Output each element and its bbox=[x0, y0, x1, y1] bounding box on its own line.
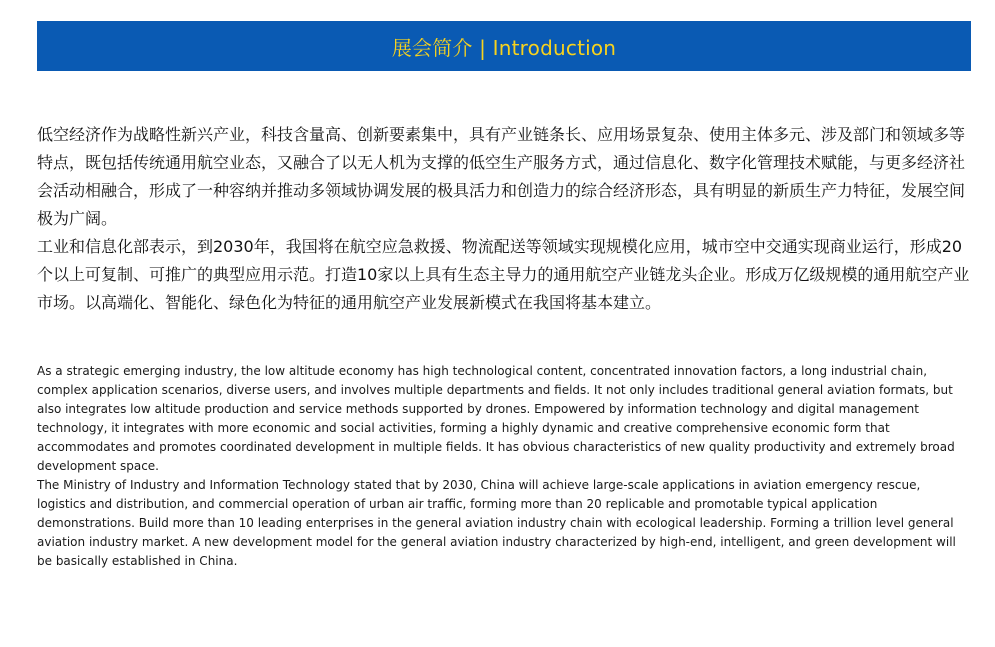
english-paragraph-2: technology, it integrates with more economic and social activities, forming a highly dynamic and creative comprehensive economic form that accommodates and promotes coordinated development in multiple fields. It has obvious characteristics of new quality productivity and extremely broad development space. bbox=[37, 421, 955, 473]
chinese-paragraph-2: 工业和信息化部表示，到2030年，我国将在航空应急救援、物流配送等领域实现规模化应用，城市空中交通实现商业运行，形成20个以上可复制、可推广的典型应用示范。打造10家以上具有生态主导力的通用航空产业链龙头企业。形成万亿级规模的通用航空产业市场。以高端化、智能化、绿色化为特征的通用航空产业发展新模式在我国将基本建立。 bbox=[37, 237, 970, 312]
chinese-paragraph-1: 低空经济作为战略性新兴产业，科技含量高、创新要素集中，具有产业链条长、应用场景复杂、使用主体多元、涉及部门和领域多等特点，既包括传统通用航空业态，又融合了以无人机为支撑的低空生产服务方式，通过信息化、数字化管理技术赋能，与更多经济社会活动相融合，形成了一种容纳并推动多领域协调发展的极具活力和创造力的综合经济形态，具有明显的新质生产力特征，发展空间极为广阔。 bbox=[37, 125, 966, 228]
intro-header-title: 展会简介 | Introduction bbox=[391, 35, 617, 60]
english-paragraph-1: As a strategic emerging industry, the low altitude economy has high technological content, concentrated innovation factors, a long industrial chain, complex application scenarios, diverse users, and involves multiple departments and fields. It not only includes traditional general aviation formats, but also integrates low altitude production and service methods supported by drones. Empowered by information technology and digital management bbox=[37, 364, 953, 416]
intro-header-banner bbox=[37, 21, 971, 71]
chinese-intro-text bbox=[37, 121, 973, 317]
english-intro-text bbox=[37, 362, 967, 571]
english-paragraph-3: The Ministry of Industry and Information Technology stated that by 2030, China will achieve large-scale applications in aviation emergency rescue, logistics and distribution, and commercial operation of urban air traffic, forming more than 20 replicable and promotable typical application demonstrations. Build more than 10 leading enterprises in the general aviation industry chain with ecological leadership. Forming a trillion level general aviation industry market. A new development model for the general aviation industry characterized by high-end, intelligent, and green development will be basically established in China. bbox=[37, 478, 956, 568]
